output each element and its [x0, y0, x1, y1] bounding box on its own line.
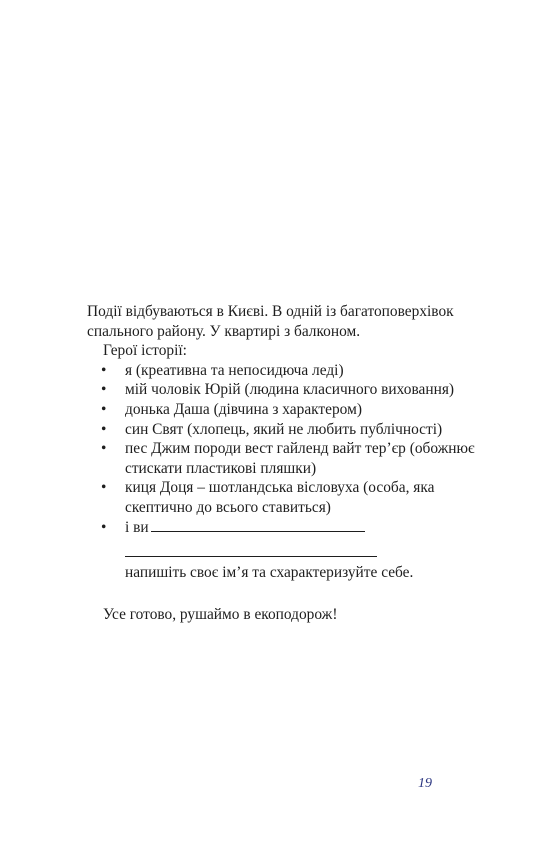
- bullet-icon: •: [101, 381, 107, 399]
- hero-you: і ви: [125, 518, 149, 536]
- list-item: [87, 420, 482, 440]
- list-item: [87, 361, 482, 381]
- fill-in-blank-line-2: [125, 537, 377, 557]
- intro-line-2: спального району. У квартирі з балконом.: [87, 322, 361, 340]
- list-item: [87, 478, 482, 517]
- heroes-heading: Герої історії:: [103, 342, 187, 360]
- list-item: [87, 400, 482, 420]
- bullet-icon: •: [101, 400, 107, 418]
- hero-me: я (креативна та непосидюча леді): [125, 361, 344, 379]
- intro-line-1: Події відбуваються в Києві. В одній із багатоповерхівок: [87, 303, 454, 320]
- page-number: 19: [418, 776, 432, 791]
- bullet-icon: •: [101, 518, 107, 536]
- list-item: [87, 439, 482, 478]
- hero-daughter: донька Даша (дівчина з характером): [125, 400, 362, 418]
- closing-line: Усе готово, рушаймо в екоподорож!: [103, 605, 338, 623]
- heroes-list: [87, 361, 482, 537]
- hero-son: син Свят (хлопець, який не любить публічності): [125, 420, 443, 438]
- bullet-icon: •: [101, 440, 107, 458]
- page-text: [87, 302, 482, 624]
- fill-in-hint: напишіть своє ім’я та схарактеризуйте себе.: [125, 564, 414, 582]
- bullet-icon: •: [101, 479, 107, 497]
- hero-cat: киця Доця – шотландська вісловуха (особа, яка скептично до всього ставиться): [125, 479, 435, 516]
- hero-dog: пес Джим породи вест гайленд вайт тер’єр (обожнює стискати пластикові пляшки): [125, 440, 475, 477]
- fill-in-blank-line: [151, 518, 365, 532]
- bullet-icon: •: [101, 361, 107, 379]
- list-item: [87, 518, 482, 538]
- hero-husband: мій чоловік Юрій (людина класичного виховання): [125, 381, 455, 399]
- bullet-icon: •: [101, 420, 107, 438]
- list-item: [87, 380, 482, 400]
